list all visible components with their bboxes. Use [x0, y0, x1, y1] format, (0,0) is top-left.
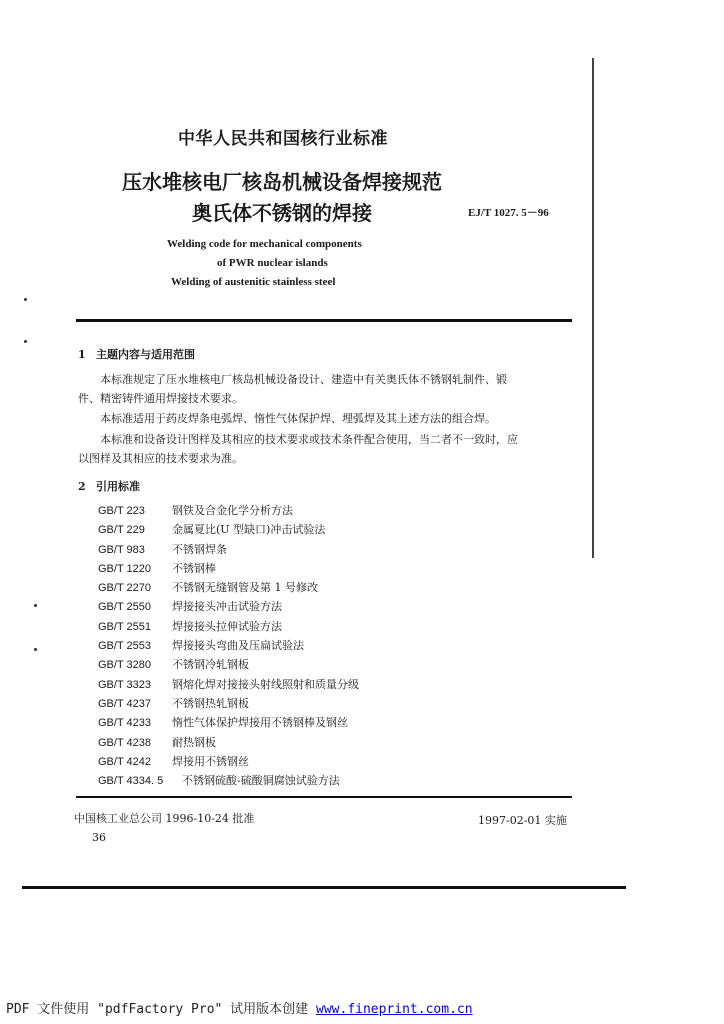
reference-code: GB/T 3280 [98, 659, 151, 672]
reference-item [98, 675, 359, 694]
reference-item [98, 655, 359, 674]
reference-title: 焊接接头弯曲及压扁试验法 [172, 639, 304, 653]
scan-speck [24, 298, 27, 301]
standard-number: EJ/T 1027. 5－96 [468, 207, 549, 219]
english-title-line1: Welding code for mechanical components [167, 238, 362, 250]
reference-item [98, 597, 359, 616]
reference-title: 钢铁及合金化学分析方法 [172, 504, 293, 517]
reference-item [98, 636, 359, 655]
reference-item [98, 771, 359, 790]
reference-item [98, 713, 359, 732]
pdf-watermark [6, 998, 473, 1017]
section-1-heading [78, 346, 195, 362]
reference-item [98, 578, 359, 597]
reference-item [98, 540, 359, 559]
section-1-title: 主题内容与适用范围 [96, 348, 195, 361]
english-title-line3: Welding of austenitic stainless steel [171, 276, 336, 288]
reference-title: 不锈钢热轧钢板 [172, 696, 249, 710]
section-1-paragraph-1-line2: 件、精密铸件通用焊接技术要求。 [78, 392, 243, 405]
reference-title: 不锈钢焊条 [172, 542, 227, 556]
reference-item [98, 694, 359, 713]
reference-title: 焊接接头拉伸试验方法 [172, 619, 282, 633]
document-title-line2: 奥氏体不锈钢的焊接 [192, 201, 372, 225]
section-2-number: 2 [78, 480, 86, 493]
reference-item [98, 520, 359, 539]
scan-edge-line [592, 58, 594, 558]
page-number: 36 [92, 831, 106, 844]
reference-title: 金属夏比(U 型缺口)冲击试验法 [172, 523, 326, 537]
scan-speck [34, 648, 37, 651]
implementation-date: 1997-02-01 实施 [478, 814, 567, 827]
section-1-paragraph-3-line1: 本标准和设备设计图样及其相应的技术要求或技术条件配合使用，当二者不一致时，应 [100, 433, 518, 446]
section-2-title: 引用标准 [96, 480, 140, 493]
scan-speck [34, 604, 37, 607]
reference-code: GB/T 4237 [98, 697, 151, 710]
section-1-paragraph-3-line2: 以图样及其相应的技术要求为准。 [78, 452, 243, 465]
page-bottom-rule [22, 886, 626, 889]
approval-date: 中国核工业总公司 1996-10-24 批准 [74, 812, 255, 825]
reference-item [98, 559, 359, 578]
scan-speck [24, 340, 27, 343]
reference-item [98, 501, 359, 520]
reference-code: GB/T 2551 [98, 620, 151, 633]
reference-code: GB/T 229 [98, 524, 145, 537]
reference-title: 焊接用不锈钢丝 [172, 754, 249, 768]
reference-code: GB/T 983 [98, 543, 145, 556]
watermark-text: PDF 文件使用 "pdfFactory Pro" 试用版本创建 [6, 1002, 309, 1017]
reference-code: GB/T 4233 [98, 717, 151, 730]
section-2-heading [78, 478, 140, 494]
english-title-line2: of PWR nuclear islands [217, 257, 328, 269]
reference-item [98, 617, 359, 636]
reference-title: 钢熔化焊对接接头射线照射和质量分级 [172, 677, 359, 691]
watermark-link[interactable]: www.fineprint.com.cn [316, 1002, 473, 1017]
section-1-paragraph-2: 本标准适用于药皮焊条电弧焊、惰性气体保护焊、埋弧焊及其上述方法的组合焊。 [100, 412, 496, 425]
reference-title: 不锈钢棒 [172, 561, 216, 575]
reference-title: 耐热钢板 [172, 735, 216, 749]
reference-title: 不锈钢冷轧钢板 [172, 658, 249, 672]
reference-code: GB/T 2553 [98, 640, 151, 653]
reference-title: 不锈钢硫酸-硫酸铜腐蚀试验方法 [182, 774, 340, 788]
reference-title: 焊接接头冲击试验方法 [172, 600, 282, 614]
issuing-organization: 中华人民共和国核行业标准 [178, 129, 388, 149]
reference-code: GB/T 2270 [98, 582, 151, 595]
section-1-number: 1 [78, 348, 86, 361]
reference-code: GB/T 1220 [98, 562, 151, 575]
reference-code: GB/T 4242 [98, 755, 151, 768]
reference-item [98, 733, 359, 752]
footer-divider [76, 796, 572, 798]
document-title-line1: 压水堆核电厂核岛机械设备焊接规范 [122, 170, 442, 194]
reference-title: 惰性气体保护焊接用不锈钢棒及钢丝 [172, 716, 348, 730]
header-divider [76, 319, 572, 322]
section-1-paragraph-1-line1: 本标准规定了压水堆核电厂核岛机械设备设计、建造中有关奥氏体不锈钢轧制件、锻 [100, 373, 507, 386]
reference-title: 不锈钢无缝钢管及第 1 号修改 [172, 581, 318, 595]
reference-item [98, 752, 359, 771]
reference-code: GB/T 3323 [98, 678, 151, 691]
reference-list [98, 501, 359, 790]
reference-code: GB/T 4334. 5 [98, 775, 164, 788]
reference-code: GB/T 223 [98, 505, 145, 517]
reference-code: GB/T 4238 [98, 736, 151, 749]
reference-code: GB/T 2550 [98, 601, 151, 614]
